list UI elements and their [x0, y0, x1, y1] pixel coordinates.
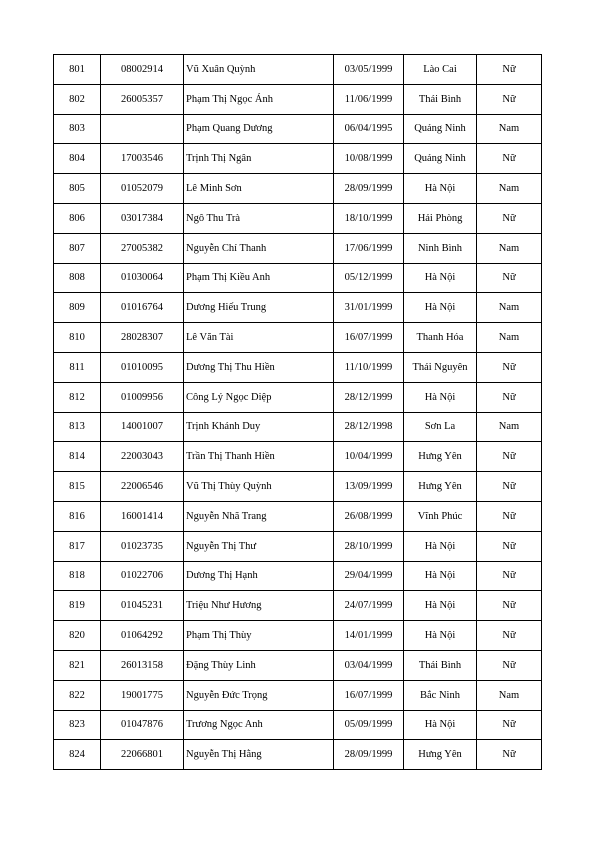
row-number-cell: 815 [54, 472, 101, 502]
date-of-birth-cell: 18/10/1999 [334, 203, 404, 233]
row-number-cell: 806 [54, 203, 101, 233]
table-row [54, 84, 542, 114]
date-of-birth-cell: 10/04/1999 [334, 442, 404, 472]
date-of-birth-cell: 13/09/1999 [334, 472, 404, 502]
table-row [54, 352, 542, 382]
table-row [54, 472, 542, 502]
gender-cell: Nữ [477, 352, 542, 382]
birthplace-cell: Hưng Yên [404, 472, 477, 502]
table-row [54, 382, 542, 412]
full-name-cell: Nguyễn Đức Trọng [184, 680, 334, 710]
row-number-cell: 802 [54, 84, 101, 114]
date-of-birth-cell: 28/10/1999 [334, 531, 404, 561]
candidate-code-cell: 22066801 [101, 740, 184, 770]
date-of-birth-cell: 05/12/1999 [334, 263, 404, 293]
roster-body [54, 55, 542, 770]
full-name-cell: Vũ Thị Thùy Quỳnh [184, 472, 334, 502]
full-name-cell: Nguyễn Thị Hằng [184, 740, 334, 770]
row-number-cell: 813 [54, 412, 101, 442]
table-row [54, 740, 542, 770]
table-row [54, 412, 542, 442]
table-row [54, 293, 542, 323]
gender-cell: Nữ [477, 442, 542, 472]
candidate-code-cell: 01064292 [101, 621, 184, 651]
candidate-code-cell: 22003043 [101, 442, 184, 472]
row-number-cell: 823 [54, 710, 101, 740]
gender-cell: Nữ [477, 710, 542, 740]
table-row [54, 55, 542, 85]
candidate-code-cell: 01030064 [101, 263, 184, 293]
full-name-cell: Trương Ngọc Anh [184, 710, 334, 740]
full-name-cell: Ngô Thu Trà [184, 203, 334, 233]
table-row [54, 501, 542, 531]
date-of-birth-cell: 16/07/1999 [334, 323, 404, 353]
table-row [54, 174, 542, 204]
candidate-code-cell: 01022706 [101, 561, 184, 591]
full-name-cell: Lê Văn Tài [184, 323, 334, 353]
gender-cell: Nữ [477, 472, 542, 502]
gender-cell: Nữ [477, 144, 542, 174]
birthplace-cell: Thanh Hóa [404, 323, 477, 353]
gender-cell: Nữ [477, 263, 542, 293]
table-row [54, 323, 542, 353]
birthplace-cell: Hải Phòng [404, 203, 477, 233]
row-number-cell: 805 [54, 174, 101, 204]
gender-cell: Nam [477, 680, 542, 710]
birthplace-cell: Bắc Ninh [404, 680, 477, 710]
birthplace-cell: Hà Nội [404, 621, 477, 651]
gender-cell: Nữ [477, 650, 542, 680]
gender-cell: Nam [477, 412, 542, 442]
birthplace-cell: Hà Nội [404, 263, 477, 293]
gender-cell: Nam [477, 233, 542, 263]
birthplace-cell: Thái Nguyên [404, 352, 477, 382]
full-name-cell: Phạm Thị Kiều Anh [184, 263, 334, 293]
gender-cell: Nữ [477, 740, 542, 770]
gender-cell: Nữ [477, 84, 542, 114]
full-name-cell: Dương Thị Thu Hiền [184, 352, 334, 382]
row-number-cell: 819 [54, 591, 101, 621]
birthplace-cell: Hưng Yên [404, 740, 477, 770]
date-of-birth-cell: 03/05/1999 [334, 55, 404, 85]
row-number-cell: 822 [54, 680, 101, 710]
gender-cell: Nữ [477, 382, 542, 412]
full-name-cell: Đặng Thùy Linh [184, 650, 334, 680]
row-number-cell: 814 [54, 442, 101, 472]
gender-cell: Nam [477, 293, 542, 323]
full-name-cell: Trần Thị Thanh Hiền [184, 442, 334, 472]
candidate-code-cell: 01045231 [101, 591, 184, 621]
gender-cell: Nữ [477, 501, 542, 531]
birthplace-cell: Hà Nội [404, 531, 477, 561]
candidate-code-cell: 26013158 [101, 650, 184, 680]
table-row [54, 561, 542, 591]
date-of-birth-cell: 14/01/1999 [334, 621, 404, 651]
full-name-cell: Lê Minh Sơn [184, 174, 334, 204]
date-of-birth-cell: 05/09/1999 [334, 710, 404, 740]
row-number-cell: 807 [54, 233, 101, 263]
candidate-code-cell: 08002914 [101, 55, 184, 85]
row-number-cell: 811 [54, 352, 101, 382]
date-of-birth-cell: 24/07/1999 [334, 591, 404, 621]
birthplace-cell: Lào Cai [404, 55, 477, 85]
row-number-cell: 801 [54, 55, 101, 85]
row-number-cell: 816 [54, 501, 101, 531]
full-name-cell: Công Lý Ngọc Diệp [184, 382, 334, 412]
candidate-code-cell: 03017384 [101, 203, 184, 233]
table-row [54, 680, 542, 710]
full-name-cell: Trịnh Khánh Duy [184, 412, 334, 442]
table-row [54, 621, 542, 651]
gender-cell: Nữ [477, 203, 542, 233]
candidate-code-cell: 22006546 [101, 472, 184, 502]
student-roster-table [53, 54, 542, 770]
full-name-cell: Phạm Quang Dương [184, 114, 334, 144]
candidate-code-cell: 01023735 [101, 531, 184, 561]
date-of-birth-cell: 26/08/1999 [334, 501, 404, 531]
candidate-code-cell: 01010095 [101, 352, 184, 382]
full-name-cell: Nguyễn Nhã Trang [184, 501, 334, 531]
candidate-code-cell: 19001775 [101, 680, 184, 710]
gender-cell: Nữ [477, 531, 542, 561]
table-row [54, 233, 542, 263]
candidate-code-cell: 17003546 [101, 144, 184, 174]
birthplace-cell: Hà Nội [404, 710, 477, 740]
table-row [54, 114, 542, 144]
full-name-cell: Dương Hiếu Trung [184, 293, 334, 323]
full-name-cell: Dương Thị Hạnh [184, 561, 334, 591]
gender-cell: Nam [477, 114, 542, 144]
full-name-cell: Trịnh Thị Ngân [184, 144, 334, 174]
birthplace-cell: Ninh Bình [404, 233, 477, 263]
date-of-birth-cell: 29/04/1999 [334, 561, 404, 591]
date-of-birth-cell: 03/04/1999 [334, 650, 404, 680]
full-name-cell: Vũ Xuân Quỳnh [184, 55, 334, 85]
gender-cell: Nữ [477, 55, 542, 85]
table-row [54, 203, 542, 233]
candidate-code-cell: 01009956 [101, 382, 184, 412]
candidate-code-cell: 01052079 [101, 174, 184, 204]
table-row [54, 263, 542, 293]
birthplace-cell: Vĩnh Phúc [404, 501, 477, 531]
row-number-cell: 803 [54, 114, 101, 144]
full-name-cell: Nguyễn Thị Thư [184, 531, 334, 561]
gender-cell: Nữ [477, 561, 542, 591]
row-number-cell: 818 [54, 561, 101, 591]
birthplace-cell: Thái Bình [404, 84, 477, 114]
full-name-cell: Triệu Như Hương [184, 591, 334, 621]
candidate-code-cell: 27005382 [101, 233, 184, 263]
birthplace-cell: Hưng Yên [404, 442, 477, 472]
table-row [54, 531, 542, 561]
candidate-code-cell: 16001414 [101, 501, 184, 531]
birthplace-cell: Hà Nội [404, 591, 477, 621]
date-of-birth-cell: 28/12/1998 [334, 412, 404, 442]
birthplace-cell: Quảng Ninh [404, 114, 477, 144]
table-row [54, 442, 542, 472]
row-number-cell: 810 [54, 323, 101, 353]
date-of-birth-cell: 16/07/1999 [334, 680, 404, 710]
birthplace-cell: Hà Nội [404, 293, 477, 323]
row-number-cell: 824 [54, 740, 101, 770]
gender-cell: Nam [477, 323, 542, 353]
row-number-cell: 804 [54, 144, 101, 174]
birthplace-cell: Hà Nội [404, 382, 477, 412]
table-row [54, 591, 542, 621]
birthplace-cell: Hà Nội [404, 174, 477, 204]
row-number-cell: 808 [54, 263, 101, 293]
date-of-birth-cell: 28/09/1999 [334, 740, 404, 770]
date-of-birth-cell: 17/06/1999 [334, 233, 404, 263]
birthplace-cell: Hà Nội [404, 561, 477, 591]
table-row [54, 650, 542, 680]
row-number-cell: 820 [54, 621, 101, 651]
full-name-cell: Nguyễn Chí Thanh [184, 233, 334, 263]
gender-cell: Nữ [477, 621, 542, 651]
birthplace-cell: Thái Bình [404, 650, 477, 680]
date-of-birth-cell: 06/04/1995 [334, 114, 404, 144]
date-of-birth-cell: 28/09/1999 [334, 174, 404, 204]
date-of-birth-cell: 28/12/1999 [334, 382, 404, 412]
date-of-birth-cell: 31/01/1999 [334, 293, 404, 323]
candidate-code-cell: 01016764 [101, 293, 184, 323]
gender-cell: Nam [477, 174, 542, 204]
row-number-cell: 809 [54, 293, 101, 323]
table-row [54, 710, 542, 740]
row-number-cell: 821 [54, 650, 101, 680]
date-of-birth-cell: 10/08/1999 [334, 144, 404, 174]
date-of-birth-cell: 11/10/1999 [334, 352, 404, 382]
candidate-code-cell: 14001007 [101, 412, 184, 442]
table-row [54, 144, 542, 174]
candidate-code-cell: 26005357 [101, 84, 184, 114]
full-name-cell: Phạm Thị Ngọc Ánh [184, 84, 334, 114]
candidate-code-cell: 01047876 [101, 710, 184, 740]
full-name-cell: Phạm Thị Thùy [184, 621, 334, 651]
birthplace-cell: Quảng Ninh [404, 144, 477, 174]
candidate-code-cell [101, 114, 184, 144]
candidate-code-cell: 28028307 [101, 323, 184, 353]
gender-cell: Nữ [477, 591, 542, 621]
row-number-cell: 817 [54, 531, 101, 561]
birthplace-cell: Sơn La [404, 412, 477, 442]
row-number-cell: 812 [54, 382, 101, 412]
date-of-birth-cell: 11/06/1999 [334, 84, 404, 114]
